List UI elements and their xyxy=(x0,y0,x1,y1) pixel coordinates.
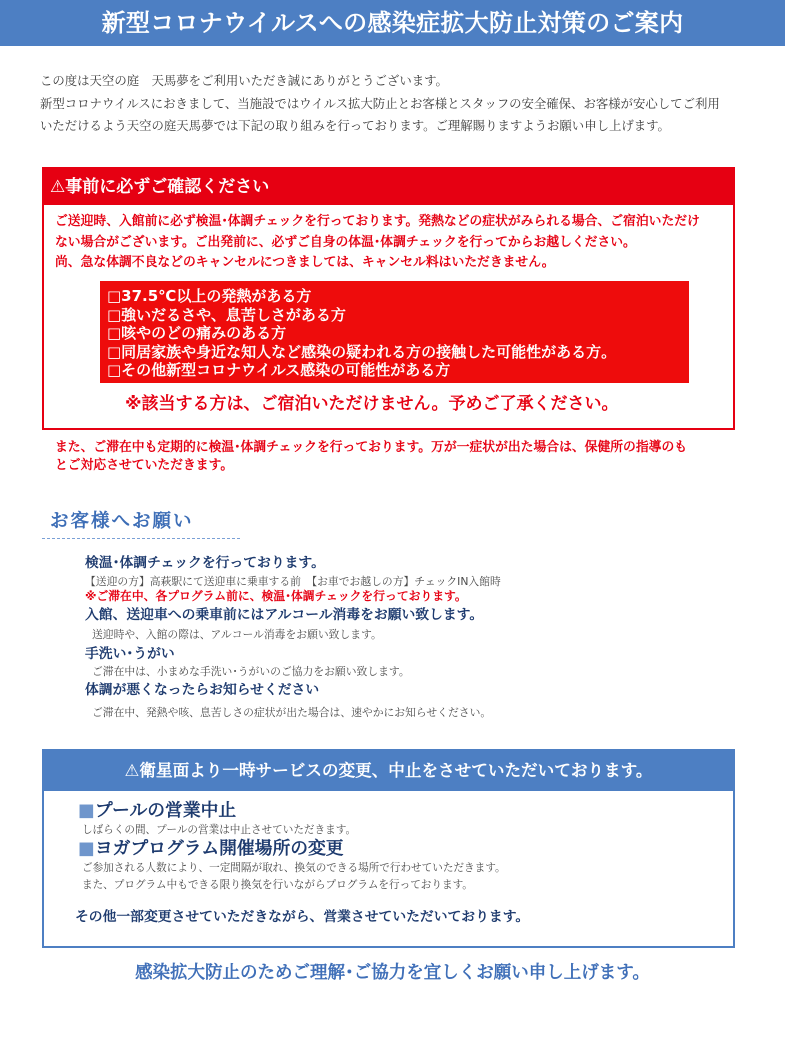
precheck-notice-title xyxy=(50,169,269,205)
stay-note-line: また、ご滞在中も定期的に検温･体調チェックを行っております。万が一症状が出た場合は、保健所の指導のも xyxy=(55,440,688,455)
precheck-notice-heading: 事前に必ずご確認ください xyxy=(65,177,270,197)
service-section-detail: ご参加される人数により、一定間隔が取れ、換気のできる場所で行わせていただきます。 xyxy=(82,861,506,874)
notice-line: ご送迎時、入館前に必ず検温･体調チェックを行っております。発熱などの症状がみられる場合、ご宿泊いただけ xyxy=(55,214,700,229)
service-section-title-text: ヨガプログラム開催場所の変更 xyxy=(94,838,344,859)
notice-line: ない場合がございます。ご出発前に、必ずご自身の体温･体調チェックを行ってからお越しください。 xyxy=(55,234,636,250)
request-item-title: 入館、送迎車への乗車前にはアルコール消毒をお願い致します。 xyxy=(85,607,484,623)
checklist-item: □咳やのどの痛みのある方 xyxy=(107,324,287,342)
intro-line: この度は天空の庭 天馬夢をご利用いただき誠にありがとうございます。 xyxy=(40,73,448,88)
intro-line: 新型コロナウイルスにおきまして、当施設ではウイルス拡大防止とお客様とスタッフの安全確保、お客様が安心してご利用 xyxy=(40,95,720,111)
request-item-detail: ご滞在中、発熱や咳、息苦しさの症状が出た場合は、速やかにお知らせください。 xyxy=(92,705,492,719)
requests-heading: お客様へお願い xyxy=(50,511,194,532)
service-changes-heading: 衛星面より一時サービスの変更、中止をさせていただいております。 xyxy=(139,761,653,780)
no-stay-warning: ※該当する方は、ご宿泊いただけません。予めご了承ください。 xyxy=(125,394,619,414)
request-item-detail: 【送迎の方】高萩駅にて送迎車に乗車する前 【お車でお越しの方】チェックIN入館時 xyxy=(85,574,501,588)
service-section-title xyxy=(78,800,236,822)
checklist-item: □同居家族や身近な知人など感染の疑われる方の接触した可能性がある方。 xyxy=(107,342,617,361)
warning-icon: ⚠ xyxy=(124,761,140,780)
service-changes-footer: その他一部変更させていただきながら、営業させていただいております。 xyxy=(75,909,530,925)
symptom-checklist xyxy=(100,281,689,383)
notice-line: 尚、急な体調不良などのキャンセルにつきましては、キャンセル料はいただきません。 xyxy=(55,255,555,270)
service-changes-header xyxy=(44,751,733,791)
request-item-detail: 送迎時や、入館の際は、アルコール消毒をお願い致します。 xyxy=(92,627,382,641)
service-changes-box xyxy=(42,749,735,948)
precheck-notice-text xyxy=(55,212,700,274)
checklist-item: □37.5℃以上の発熱がある方 xyxy=(107,287,312,305)
warning-icon: ⚠ xyxy=(50,177,66,197)
request-item-title: 検温･体調チェックを行っております。 xyxy=(85,555,325,571)
request-item-detail: ご滞在中は、小まめな手洗い･うがいのご協力をお願い致します。 xyxy=(92,664,410,678)
service-section-detail: また、プログラム中もできる限り換気を行いながらプログラムを行っております。 xyxy=(82,878,473,891)
request-item-title: 体調が悪くなったらお知らせください xyxy=(85,682,320,698)
precheck-notice-header xyxy=(44,169,733,205)
intro-line: いただけるよう天空の庭天馬夢では下記の取り組みを行っております。ご理解賜りますようお願い申し上げます。 xyxy=(40,118,670,133)
closing-message: 感染拡大防止のためご理解･ご協力を宜しくお願い申し上げます。 xyxy=(135,963,650,983)
request-item-title: 手洗い･うがい xyxy=(85,646,175,662)
service-section-detail: しばらくの間、プールの営業は中止させていただきます。 xyxy=(82,823,357,836)
checklist-item: □その他新型コロナウイルス感染の可能性がある方 xyxy=(107,361,451,379)
stay-health-check-note xyxy=(55,439,687,475)
request-item-note: ※ご滞在中、各プログラム前に、検温･体調チェックを行っております。 xyxy=(85,589,467,603)
checklist-item: □強いだるさや、息苦しさがある方 xyxy=(107,305,346,324)
square-bullet-icon: ■ xyxy=(78,838,95,859)
page-title: 新型コロナウイルスへの感染症拡大防止対策のご案内 xyxy=(101,9,684,37)
requests-heading-underline xyxy=(42,538,240,539)
precheck-notice-box xyxy=(42,167,735,430)
intro-text xyxy=(40,70,720,138)
stay-note-line: とご対応させていただきます。 xyxy=(55,458,234,473)
service-section-title-text: プールの営業中止 xyxy=(94,800,237,821)
service-section-title xyxy=(78,838,344,860)
square-bullet-icon: ■ xyxy=(78,800,95,821)
page-header xyxy=(0,0,785,46)
